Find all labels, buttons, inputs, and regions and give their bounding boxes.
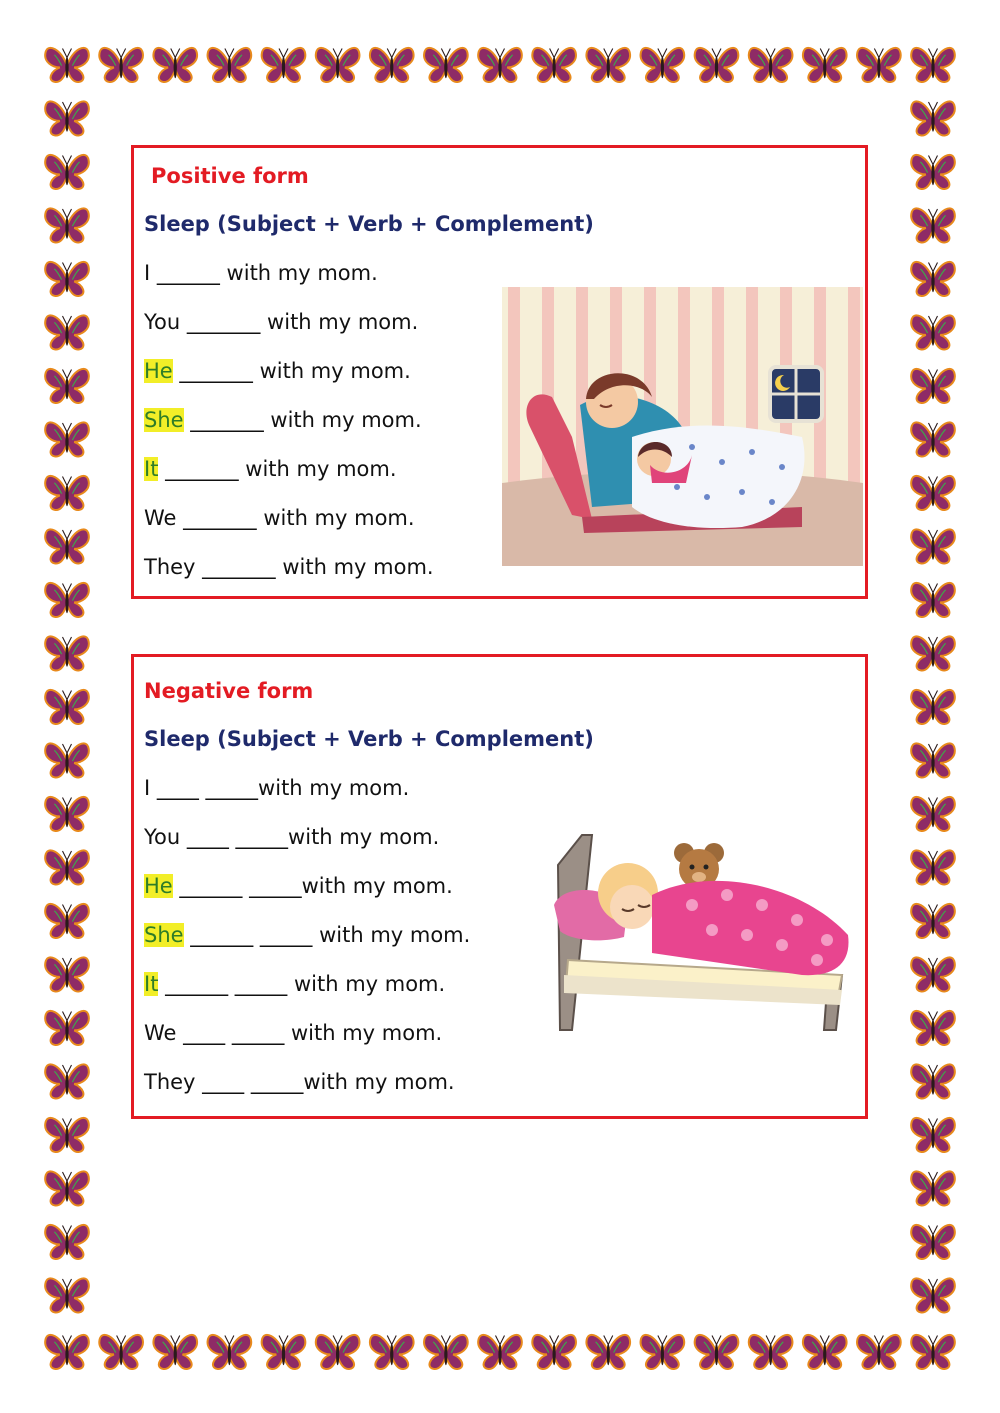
- blank-sentence: ______ _____ with my mom.: [183, 923, 471, 947]
- butterfly-icon: [45, 48, 89, 82]
- butterfly-icon: [911, 101, 955, 135]
- positive-line: [144, 408, 422, 432]
- positive-line: [144, 555, 434, 579]
- butterfly-icon: [45, 1171, 89, 1205]
- positive-form-card: [131, 145, 868, 599]
- butterfly-icon: [370, 1335, 414, 1369]
- butterfly-icon: [911, 797, 955, 831]
- butterfly-icon: [153, 1335, 197, 1369]
- butterfly-icon: [911, 315, 955, 349]
- butterfly-icon: [749, 1335, 793, 1369]
- butterfly-icon: [911, 1011, 955, 1045]
- positive-line: [144, 359, 411, 383]
- butterfly-icon: [532, 1335, 576, 1369]
- butterfly-icon: [803, 1335, 847, 1369]
- subject-label: I: [144, 261, 151, 285]
- butterfly-icon: [45, 1011, 89, 1045]
- butterfly-icon: [45, 1118, 89, 1152]
- butterfly-icon: [911, 1064, 955, 1098]
- girl-sleeping-with-teddy-bear-illustration: [552, 825, 856, 1038]
- positive-form-title: Positive form: [151, 164, 309, 188]
- subject-label-highlighted: She: [144, 923, 184, 947]
- negative-line: [144, 776, 409, 800]
- blank-sentence: ____ _____with my mom.: [195, 1070, 455, 1094]
- butterfly-icon: [586, 1335, 630, 1369]
- butterfly-icon: [262, 1335, 306, 1369]
- subject-label-highlighted: He: [144, 359, 173, 383]
- mother-and-child-sleeping-illustration: [502, 287, 863, 566]
- butterfly-icon: [911, 583, 955, 617]
- blank-sentence: _______ with my mom.: [172, 359, 411, 383]
- butterfly-icon: [45, 369, 89, 403]
- negative-line: [144, 972, 445, 996]
- butterfly-icon: [45, 743, 89, 777]
- butterfly-icon: [857, 48, 901, 82]
- butterfly-icon: [45, 1064, 89, 1098]
- butterfly-icon: [316, 1335, 360, 1369]
- butterfly-icon: [424, 48, 468, 82]
- butterfly-icon: [208, 1335, 252, 1369]
- butterfly-icon: [45, 636, 89, 670]
- negative-form-card: [131, 654, 868, 1119]
- subject-label-highlighted: She: [144, 408, 184, 432]
- butterfly-icon: [911, 957, 955, 991]
- butterfly-icon: [208, 48, 252, 82]
- butterfly-icon: [911, 369, 955, 403]
- butterfly-icon: [695, 48, 739, 82]
- negative-form-title: Negative form: [144, 679, 314, 703]
- butterfly-icon: [911, 262, 955, 296]
- butterfly-icon: [153, 48, 197, 82]
- positive-line: [144, 506, 415, 530]
- butterfly-icon: [803, 48, 847, 82]
- butterfly-icon: [99, 48, 143, 82]
- butterfly-icon: [641, 48, 685, 82]
- butterfly-icon: [695, 1335, 739, 1369]
- subject-label: We: [144, 506, 177, 530]
- negative-line: [144, 825, 439, 849]
- butterfly-icon: [45, 315, 89, 349]
- subject-label: You: [144, 825, 181, 849]
- subject-label-highlighted: He: [144, 874, 173, 898]
- blank-sentence: ____ _____with my mom.: [180, 825, 440, 849]
- butterfly-icon: [262, 48, 306, 82]
- negative-form-subtitle: Sleep (Subject + Verb + Complement): [144, 727, 594, 751]
- blank-sentence: ____ _____ with my mom.: [176, 1021, 443, 1045]
- blank-sentence: _______ with my mom.: [158, 457, 397, 481]
- negative-line: [144, 1070, 455, 1094]
- butterfly-icon: [316, 48, 360, 82]
- butterfly-icon: [749, 48, 793, 82]
- subject-label: You: [144, 310, 181, 334]
- blank-sentence: _______ with my mom.: [176, 506, 415, 530]
- butterfly-icon: [911, 1171, 955, 1205]
- positive-line: [144, 310, 418, 334]
- butterfly-icon: [532, 48, 576, 82]
- butterfly-icon: [45, 155, 89, 189]
- butterfly-icon: [45, 262, 89, 296]
- butterfly-icon: [45, 904, 89, 938]
- butterfly-icon: [911, 1118, 955, 1152]
- blank-sentence: _______ with my mom.: [195, 555, 434, 579]
- blank-sentence: ______ with my mom.: [150, 261, 378, 285]
- negative-line: [144, 1021, 442, 1045]
- butterfly-icon: [424, 1335, 468, 1369]
- butterfly-icon: [911, 208, 955, 242]
- butterfly-icon: [911, 476, 955, 510]
- butterfly-icon: [45, 529, 89, 563]
- butterfly-icon: [911, 690, 955, 724]
- negative-line: [144, 923, 470, 947]
- positive-line: [144, 261, 378, 285]
- butterfly-icon: [45, 797, 89, 831]
- butterfly-icon: [911, 636, 955, 670]
- blank-sentence: _______ with my mom.: [183, 408, 422, 432]
- butterfly-icon: [45, 1335, 89, 1369]
- butterfly-icon: [911, 48, 955, 82]
- butterfly-icon: [911, 1278, 955, 1312]
- butterfly-icon: [911, 1225, 955, 1259]
- butterfly-icon: [45, 422, 89, 456]
- butterfly-icon: [911, 1335, 955, 1369]
- negative-line: [144, 874, 453, 898]
- blank-sentence: _______ with my mom.: [180, 310, 419, 334]
- positive-form-subtitle: Sleep (Subject + Verb + Complement): [144, 212, 594, 236]
- butterfly-icon: [857, 1335, 901, 1369]
- butterfly-icon: [586, 48, 630, 82]
- subject-label: I: [144, 776, 151, 800]
- butterfly-icon: [911, 904, 955, 938]
- butterfly-icon: [478, 1335, 522, 1369]
- butterfly-icon: [370, 48, 414, 82]
- butterfly-icon: [45, 101, 89, 135]
- butterfly-icon: [911, 850, 955, 884]
- positive-line: [144, 457, 397, 481]
- butterfly-icon: [45, 957, 89, 991]
- subject-label: They: [144, 1070, 196, 1094]
- butterfly-icon: [99, 1335, 143, 1369]
- blank-sentence: ______ _____ with my mom.: [158, 972, 446, 996]
- butterfly-icon: [478, 48, 522, 82]
- butterfly-icon: [45, 583, 89, 617]
- subject-label: We: [144, 1021, 177, 1045]
- butterfly-icon: [911, 155, 955, 189]
- butterfly-icon: [45, 1225, 89, 1259]
- butterfly-icon: [45, 1278, 89, 1312]
- butterfly-icon: [45, 850, 89, 884]
- butterfly-icon: [641, 1335, 685, 1369]
- subject-label-highlighted: It: [144, 972, 159, 996]
- blank-sentence: ____ _____with my mom.: [150, 776, 410, 800]
- butterfly-icon: [911, 743, 955, 777]
- subject-label-highlighted: It: [144, 457, 159, 481]
- butterfly-icon: [911, 422, 955, 456]
- butterfly-icon: [45, 476, 89, 510]
- blank-sentence: ______ _____with my mom.: [172, 874, 453, 898]
- subject-label: They: [144, 555, 196, 579]
- butterfly-icon: [45, 208, 89, 242]
- butterfly-icon: [45, 690, 89, 724]
- butterfly-icon: [911, 529, 955, 563]
